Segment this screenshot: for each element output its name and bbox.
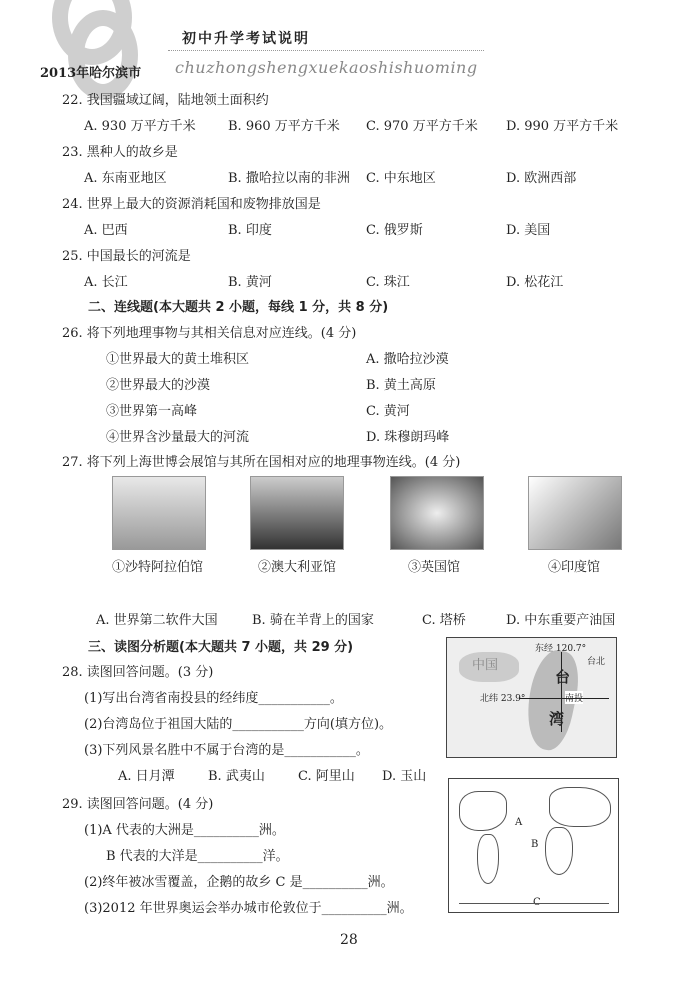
answer-option: C. 俄罗斯 — [366, 223, 423, 238]
pavilion-caption: ①沙特阿拉伯馆 — [112, 560, 204, 575]
q28-stem: 28. 读图回答问题。(3 分) — [62, 665, 214, 680]
map-label-china: 中国 — [472, 658, 499, 673]
section-3-heading: 三、读图分析题(本大题共 7 小题，共 29 分) — [88, 640, 354, 655]
question-stem: 22. 我国疆域辽阔，陆地领土面积约 — [62, 93, 269, 108]
saudi-pavilion-photo — [112, 476, 206, 550]
answer-option: A. 930 万平方千米 — [84, 119, 196, 134]
header-pinyin: chuzhongshengxuekaoshishuoming — [175, 58, 478, 77]
answer-option: D. 欧洲西部 — [506, 171, 577, 186]
match-right-item: A. 撒哈拉沙漠 — [366, 352, 449, 367]
match-right-item: C. 黄河 — [366, 404, 410, 419]
q29-part-3: (3)2012 年世界奥运会举办城市伦敦位于__________洲。 — [84, 901, 413, 916]
q27-option: C. 塔桥 — [422, 613, 466, 628]
q26-stem: 26. 将下列地理事物与其相关信息对应连线。(4 分) — [62, 326, 357, 341]
q28-option: A. 日月潭 — [118, 769, 175, 784]
map-label-nantou: 南投 — [565, 691, 583, 704]
page-number: 28 — [340, 932, 358, 948]
q29-part-2: (2)终年被冰雪覆盖，企鹅的故乡 C 是__________洲。 — [84, 875, 394, 890]
answer-option: A. 巴西 — [84, 223, 128, 238]
q29-stem: 29. 读图回答问题。(4 分) — [62, 797, 214, 812]
world-map — [448, 778, 619, 913]
map-label-longitude: 东经 120.7° — [535, 644, 587, 654]
header-title: 初中升学考试说明 — [182, 31, 310, 47]
match-right-item: D. 珠穆朗玛峰 — [366, 430, 450, 445]
header-city: 2013年哈尔滨市 — [40, 66, 142, 81]
map-label-b: B — [531, 839, 539, 850]
question-stem: 24. 世界上最大的资源消耗国和废物排放国是 — [62, 197, 321, 212]
australia-pavilion-photo — [250, 476, 344, 550]
section-2-heading: 二、连线题(本大题共 2 小题，每线 1 分，共 8 分) — [88, 300, 389, 315]
q29-part-1b: B 代表的大洋是__________洋。 — [106, 849, 289, 864]
answer-option: A. 东南亚地区 — [84, 171, 167, 186]
q28-option: B. 武夷山 — [208, 769, 265, 784]
map-label-taipei: 台北 — [587, 657, 606, 667]
q28-option: C. 阿里山 — [298, 769, 355, 784]
q27-option: B. 骑在羊背上的国家 — [252, 613, 374, 628]
uk-pavilion-photo — [390, 476, 484, 550]
answer-option: B. 黄河 — [228, 275, 272, 290]
answer-option: B. 印度 — [228, 223, 272, 238]
latitude-line — [519, 698, 609, 699]
map-label-tai: 台 — [555, 668, 571, 686]
continent-outline — [459, 791, 507, 831]
q28-part-2: (2)台湾岛位于祖国大陆的___________方向(填方位)。 — [84, 717, 393, 732]
map-label-latitude: 北纬 23.9° — [480, 694, 526, 704]
q27-option: A. 世界第二软件大国 — [96, 613, 218, 628]
answer-option: D. 990 万平方千米 — [506, 119, 619, 134]
answer-option: A. 长江 — [84, 275, 128, 290]
match-right-item: B. 黄土高原 — [366, 378, 436, 393]
taiwan-map — [446, 637, 617, 758]
india-pavilion-photo — [528, 476, 622, 550]
answer-option: C. 970 万平方千米 — [366, 119, 478, 134]
q28-part-3: (3)下列风景名胜中不属于台湾的是___________。 — [84, 743, 369, 758]
q28-option: D. 玉山 — [382, 769, 427, 784]
continent-outline — [549, 787, 611, 827]
pavilion-caption: ③英国馆 — [408, 560, 461, 575]
match-left-item: ④世界含沙量最大的河流 — [106, 430, 250, 445]
longitude-line — [561, 652, 562, 732]
question-stem: 25. 中国最长的河流是 — [62, 249, 191, 264]
match-left-item: ③世界第一高峰 — [106, 404, 198, 419]
q29-part-1: (1)A 代表的大洲是__________洲。 — [84, 823, 285, 838]
answer-option: B. 960 万平方千米 — [228, 119, 340, 134]
answer-option: B. 撒哈拉以南的非洲 — [228, 171, 350, 186]
match-left-item: ②世界最大的沙漠 — [106, 378, 211, 393]
continent-outline — [545, 827, 573, 875]
q27-stem: 27. 将下列上海世博会展馆与其所在国相对应的地理事物连线。(4 分) — [62, 455, 461, 470]
header-divider — [168, 50, 484, 51]
map-label-a: A — [515, 817, 523, 828]
q28-part-1: (1)写出台湾省南投县的经纬度___________。 — [84, 691, 343, 706]
antarctica-outline — [459, 903, 609, 904]
question-stem: 23. 黑种人的故乡是 — [62, 145, 178, 160]
header-logo-ring — [68, 10, 138, 100]
answer-option: C. 珠江 — [366, 275, 410, 290]
map-label-wan: 湾 — [549, 710, 565, 728]
map-label-c: C — [533, 897, 541, 908]
answer-option: D. 美国 — [506, 223, 551, 238]
continent-outline — [477, 834, 499, 884]
pavilion-caption: ④印度馆 — [548, 560, 601, 575]
q27-option: D. 中东重要产油国 — [506, 613, 616, 628]
answer-option: D. 松花江 — [506, 275, 564, 290]
match-left-item: ①世界最大的黄土堆积区 — [106, 352, 250, 367]
pavilion-caption: ②澳大利亚馆 — [258, 560, 337, 575]
answer-option: C. 中东地区 — [366, 171, 436, 186]
